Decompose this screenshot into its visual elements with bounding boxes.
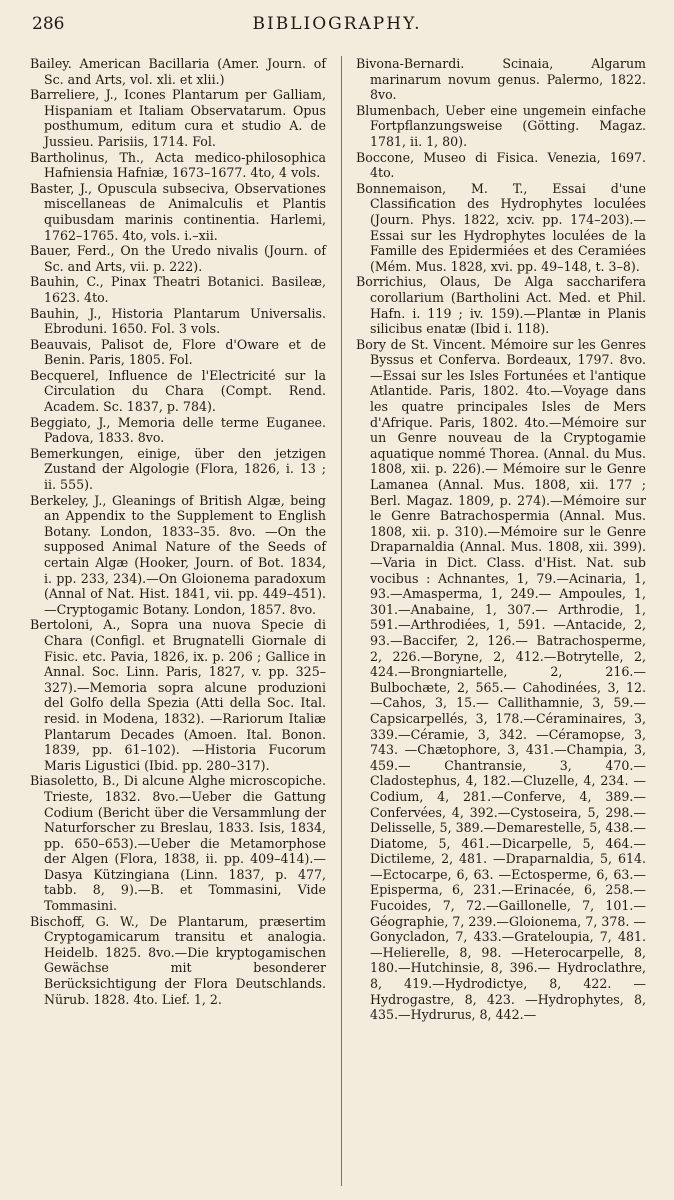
bibliography-entry: Bauhin, J., Historia Plantarum Universalis. Ebroduni. 1650. Fol. 3 vols.	[30, 305, 326, 337]
bibliography-entry: Borrichius, Olaus, De Alga saccharifera corollarium (Bartholini Act. Med. et Phil. Hafn. i. 119 ; iv. 159).—Plantæ in Planis silicibus enatæ (Ibid i. 118).	[356, 274, 646, 337]
bibliography-entry: Boccone, Museo di Fisica. Venezia, 1697. 4to.	[356, 149, 646, 181]
running-head: BIBLIOGRAPHY.	[252, 14, 422, 34]
column-divider	[341, 56, 342, 1186]
page-header	[30, 14, 644, 38]
bibliography-entry: Bauer, Ferd., On the Uredo nivalis (Journ. of Sc. and Arts, vii. p. 222).	[30, 243, 326, 274]
page-number: 286	[32, 14, 65, 34]
bibliography-entry: Bemerkungen, einige, über den jetzigen Zustand der Algologie (Flora, 1826, i. 13 ; ii. 555).	[30, 445, 326, 493]
bibliography-entry: Barreliere, J., Icones Plantarum per Galliam, Hispaniam et Italiam Observatarum. Opus posthumum, editum cura et studio A. de Jussieu. Parisiis, 1714. Fol.	[30, 87, 326, 149]
bibliography-entry: Becquerel, Influence de l'Electricité sur la Circulation du Chara (Compt. Rend. Academ. Sc. 1837, p. 784).	[30, 367, 326, 415]
bibliography-entry: Berkeley, J., Gleanings of British Algæ, being an Appendix to the Supplement to English Botany. London, 1833–35. 8vo. —On the supposed Animal Nature of the Seeds of certain Algæ (Hooker, Journ. of Bot. 1834, i. pp. 233, 234).—On Gloionema paradoxum (Annal of Nat. Hist. 1841, vii. pp. 449–451).—Cryptogamic Botany. London, 1857. 8vo.	[30, 492, 326, 617]
left-column	[30, 56, 326, 1007]
bibliography-entry: Bertoloni, A., Sopra una nuova Specie di Chara (Configl. et Brugnatelli Giornale di Fisic. etc. Pavia, 1826, ix. p. 206 ; Gallice in Annal. Soc. Linn. Paris, 1827, v. pp. 325–327).—Memoria sopra alcune produzioni del Golfo della Spezia (Atti della Soc. Ital. resid. in Modena, 1832). —Rariorum Italiæ Plantarum Decades (Amoen. Ital. Bonon. 1839, pp. 61–102). —Historia Fucorum Maris Ligustici (Ibid. pp. 280–317).	[30, 617, 326, 773]
bibliography-entry: Bonnemaison, M. T., Essai d'une Classification des Hydrophytes loculées (Journ. Phys. 1822, xciv. pp. 174–203).—Essai sur les Hydrophytes loculées de la Famille des Epidermiées et des Ceramiées (Mém. Mus. 1828, xvi. pp. 49–148, t. 3–8).	[356, 180, 646, 274]
bibliography-entry: Bauhin, C., Pinax Theatri Botanici. Basileæ, 1623. 4to.	[30, 274, 326, 305]
bibliography-entry: Bivona-Bernardi. Scinaia, Algarum marinarum novum genus. Palermo, 1822. 8vo.	[356, 56, 646, 103]
bibliography-entry: Bartholinus, Th., Acta medico-philosophica Hafniensia Hafniæ, 1673–1677. 4to, 4 vols.	[30, 149, 326, 181]
right-column	[356, 56, 646, 1023]
bibliography-entry: Beauvais, Palisot de, Flore d'Oware et de Benin. Paris, 1805. Fol.	[30, 336, 326, 368]
bibliography-entry: Baster, J., Opuscula subseciva, Observationes miscellaneas de Animalculis et Plantis quibusdam marinis continentia. Harlemi, 1762–1765. 4to, vols. i.–xii.	[30, 180, 326, 243]
bibliography-entry: Bischoff, G. W., De Plantarum, præsertim Cryptogamicarum transitu et analogia. Heidelb. 1825. 8vo.—Die kryptogamischen Gewächse mit besonderer Berücksichtigung der Flora Deutschlands. Nürub. 1828. 4to. Lief. 1, 2.	[30, 913, 326, 1007]
bibliography-entry: Biasoletto, B., Di alcune Alghe microscopiche. Trieste, 1832. 8vo.—Ueber die Gattung Codium (Bericht über die Versammlung der Naturforscher zu Breslau, 1833. Isis, 1834, pp. 650–653).—Ueber die Metamorphose der Algen (Flora, 1838, ii. pp. 409–414).— Dasya Kützingiana (Linn. 1837, p. 477, tabb. 8, 9).—B. et Tommasini, Vide Tommasini.	[30, 773, 326, 914]
bibliography-entry: Blumenbach, Ueber eine ungemein einfache Fortpflanzungsweise (Götting. Magaz. 1781, ii. 1, 80).	[356, 102, 646, 149]
bibliography-entry: Bailey. American Bacillaria (Amer. Journ. of Sc. and Arts, vol. xli. et xlii.)	[30, 56, 326, 87]
bibliography-entry: Bory de St. Vincent. Mémoire sur les Genres Byssus et Conferva. Bordeaux, 1797. 8vo.—Essai sur les Isles Fortunées et l'antique Atlantide. Paris, 1802. 4to.—Voyage dans les quatre principales Isles de Mers d'Afrique. Paris, 1802. 4to.—Mémoire sur un Genre nouveau de la Cryptogamie aquatique nommé Thorea. (Annal. du Mus. 1808, xii. p. 226).— Mémoire sur le Genre Lamanea (Annal. Mus. 1808, xii. 177 ; Berl. Magaz. 1809, p. 274).—Mémoire sur le Genre Batrachospermia (Annal. Mus. 1808, xii. p. 310).—Mémoire sur le Genre Draparnaldia (Annal. Mus. 1808, xii. 399).—Varia in Dict. Class. d'Hist. Nat. sub vocibus : Achnantes, 1, 79.—Acinaria, 1, 93.—Amasperma, 1, 249.— Ampoules, 1, 301.—Anabaine, 1, 307.— Arthrodie, 1, 591.—Arthrodiées, 1, 591. —Antacide, 2, 93.—Baccifer, 2, 126.— Batrachosperme, 2, 226.—Boryne, 2, 412.—Botrytelle, 2, 424.—Brongniartelle, 2, 216.—Bulbochæte, 2, 565.— Cahodinées, 3, 12. —Cahos, 3, 15.— Callithamnie, 3, 59.—Capsicarpellés, 3, 178.—Céraminaires, 3, 339.—Céramie, 3, 342. —Céramopse, 3, 743. —Chætophore, 3, 431.—Champia, 3, 459.— Chantransie, 3, 470.—Cladostephus, 4, 182.—Cluzelle, 4, 234. —Codium, 4, 281.—Conferve, 4, 389.—Confervées, 4, 392.—Cystoseira, 5, 298.—Delisselle, 5, 389.—Demarestelle, 5, 438.—Diatome, 5, 461.—Dicarpelle, 5, 464.—Dictileme, 2, 481. —Draparnaldia, 5, 614. —Ectocarpe, 6, 63. —Ectosperme, 6, 63.— Episperma, 6, 231.—Erinacée, 6, 258.— Fucoides, 7, 72.—Gaillonelle, 7, 101.— Géographie, 7, 239.—Gloionema, 7, 378. —Gonycladon, 7, 433.—Grateloupia, 7, 481. —Helierelle, 8, 98. —Heterocarpelle, 8, 180.—Hutchinsie, 8, 396.— Hydroclathre, 8, 419.—Hydrodictye, 8, 422. —Hydrogastre, 8, 423. —Hydrophytes, 8, 435.—Hydrurus, 8, 442.—	[356, 336, 646, 1023]
bibliography-entry: Beggiato, J., Memoria delle terme Euganee. Padova, 1833. 8vo.	[30, 414, 326, 446]
